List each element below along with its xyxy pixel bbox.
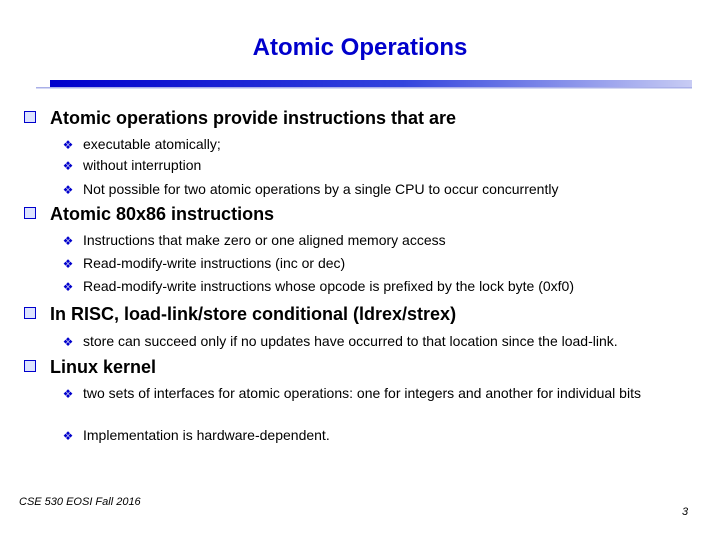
diamond-bullet-icon: ❖: [62, 429, 74, 443]
section-heading: Linux kernel: [24, 357, 156, 378]
slide-title: Atomic Operations: [252, 34, 468, 61]
section-heading: Atomic operations provide instructions that are: [24, 108, 456, 129]
section-heading: In RISC, load-link/store conditional (ldrex/strex): [24, 304, 456, 325]
list-item: ❖ without interruption: [62, 157, 202, 173]
title-rule: [36, 78, 692, 90]
diamond-bullet-icon: ❖: [62, 335, 74, 349]
list-item: ❖ Instructions that make zero or one aligned memory access: [62, 232, 446, 248]
diamond-bullet-icon: ❖: [62, 234, 74, 248]
diamond-bullet-icon: ❖: [62, 159, 74, 173]
square-bullet-icon: [24, 207, 36, 219]
list-item: ❖ Read-modify-write instructions whose opcode is prefixed by the lock byte (0xf0): [62, 278, 574, 294]
diamond-bullet-icon: ❖: [62, 183, 74, 197]
diamond-bullet-icon: ❖: [62, 280, 74, 294]
list-item: ❖ Read-modify-write instructions (inc or dec): [62, 255, 346, 271]
list-item: ❖ store can succeed only if no updates have occurred to that location since the load-link.: [62, 333, 618, 349]
section-heading: Atomic 80x86 instructions: [24, 204, 274, 225]
square-bullet-icon: [24, 111, 36, 123]
diamond-bullet-icon: ❖: [62, 138, 74, 152]
list-item: ❖ two sets of interfaces for atomic operations: one for integers and another for individual bits: [62, 385, 641, 401]
diamond-bullet-icon: ❖: [62, 387, 74, 401]
diamond-bullet-icon: ❖: [62, 257, 74, 271]
list-item: ❖ Not possible for two atomic operations by a single CPU to occur concurrently: [62, 181, 559, 197]
footer-text: CSE 530 EOSI Fall 2016: [19, 496, 141, 508]
square-bullet-icon: [24, 307, 36, 319]
list-item: ❖ executable atomically;: [62, 136, 221, 152]
square-bullet-icon: [24, 360, 36, 372]
list-item: ❖ Implementation is hardware-dependent.: [62, 427, 330, 443]
page-number: 3: [682, 506, 689, 518]
